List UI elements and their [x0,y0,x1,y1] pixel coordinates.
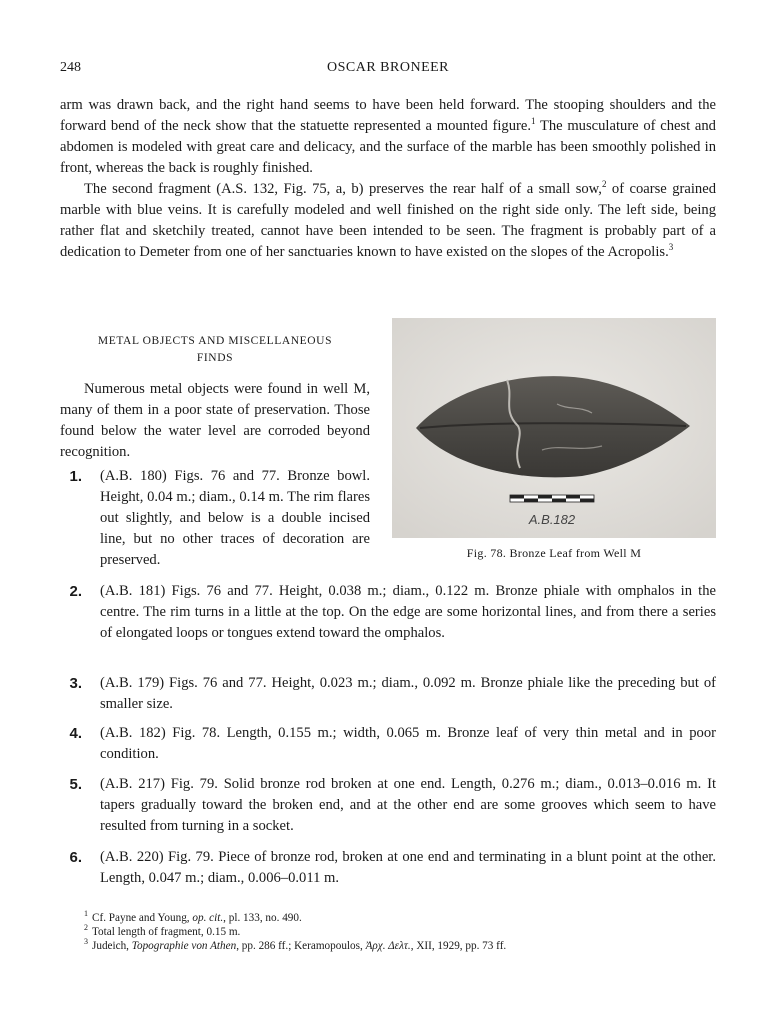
page-header [60,60,716,80]
figure-caption: Fig. 78. Bronze Leaf from Well M [466,546,642,560]
page-number: 248 [60,60,81,75]
paragraph-2: The second fragment (A.S. 132, Fig. 75, a, b) preserves the rear half of a small sow,$^2$ of coarse grained marble with blue veins. It is carefully modeled and well finished on the right side only. The left side, being rather flat and sketchily treated, cannot have been intended to be seen. The fragment is probably part of a dedication to Demeter from one of her sanctuaries known to have existed on the slopes of the Acropolis.$^3$ [60,179,716,260]
running-head: OSCAR BRONEER [326,60,450,75]
list-item: 1. (A.B. 180) Figs. 76 and 77. Bronze bowl. Height, 0.04 m.; diam., 0.14 m. The rim flares out slightly, and below is a double incised line, but no other traces of decoration are preserved. [69,468,370,568]
figure-plate [392,318,716,538]
bronze-leaf-photo [392,318,716,538]
footnote-1: $^1$ Cf. Payne and Young, op. cit., pl. 133, no. 490. [84,909,302,924]
list-item: 5. (A.B. 217) Fig. 79. Solid bronze rod broken at one end. Length, 0.276 m.; diam., 0.013–0.016 m. It tapers gradually toward the broken end, and at the other end are some grooves which seem to have resulted from turning in a socket. [69,776,716,834]
list-item: 3. (A.B. 179) Figs. 76 and 77. Height, 0.023 m.; diam., 0.092 m. Bronze phiale like the preceding but of smaller size. [69,675,716,712]
paragraph-1: arm was drawn back, and the right hand seems to have been held forward. The stooping shoulders and the forward bend of the neck show that the statuette represented a mounted figure.$^1$ The musculature of chest and abdomen is modeled with great care and delicacy, and the surface of the marble has been smoothly polished in front, whereas the back is roughly finished. [60,97,716,176]
scale-bar [510,495,594,502]
footnote-ref-3: 3 [668,242,674,253]
section-intro-column [60,333,370,463]
intro-text-block [60,95,716,263]
footnote-ref-2: 2 [601,179,607,190]
figure-label: A.B.182 [528,512,576,527]
footnote-ref-1: 1 [531,116,536,127]
list-item: 6. (A.B. 220) Fig. 79. Piece of bronze rod, broken at one end and terminating in a blunt point at the other. Length, 0.047 m.; diam., 0.006–0.011 m. [69,849,716,886]
footnotes [84,911,704,953]
section-intro-paragraph: Numerous metal objects were found in well M, many of them in a poor state of preservation. Those found below the water level are corroded beyond recognition. [60,381,370,460]
list-item: 2. (A.B. 181) Figs. 76 and 77. Height, 0.038 m.; diam., 0.122 m. Bronze phiale with omphalos in the centre. The rim turns in a little at the top. On the edge are some horizontal lines, and from there a series of elongated loops or tongues extend toward the omphalos. [69,583,716,641]
footnote-3: $^3$ Judeich, Topographie von Athen, pp. 286 ff.; Keramopoulos, Ἀρχ. Δελτ., XII, 1929, pp. 73 ff. [84,937,507,952]
list-item: 4. (A.B. 182) Fig. 78. Length, 0.155 m.; width, 0.065 m. Bronze leaf of very thin metal and in poor condition. [69,725,716,762]
section-heading: METAL OBJECTS AND MISCELLANEOUS FINDS [97,335,333,364]
footnote-2: $^2$ Total length of fragment, 0.15 m. [84,923,241,938]
